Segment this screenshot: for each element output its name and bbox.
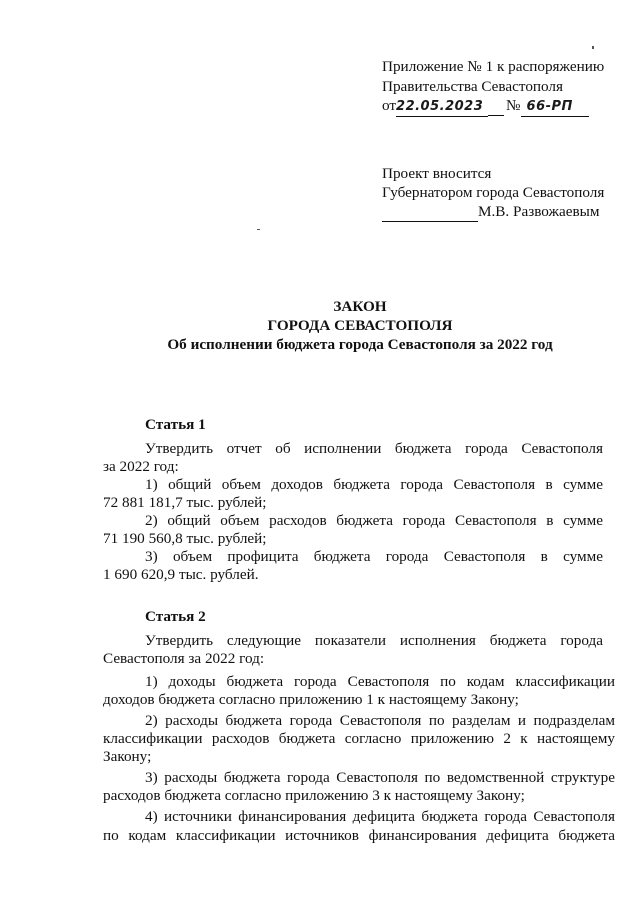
appendix-date-line (382, 97, 589, 117)
article-1-item-2-line-2: 71 190 560,8 тыс. рублей; (103, 530, 267, 547)
law-title-line-1: ЗАКОН (333, 298, 387, 315)
submitter-line-2: Губернатором города Севастополя (382, 184, 605, 201)
signature-name: М.В. Развожаевым (478, 203, 600, 220)
article-1-item-3-line-2: 1 690 620,9 тыс. рублей. (103, 566, 259, 583)
appendix-line-2: Правительства Севастополя (382, 78, 563, 95)
date-number-gap (488, 97, 504, 116)
article-2-item-1-line-2: доходов бюджета согласно приложению 1 к настоящему Закону; (103, 691, 519, 708)
article-1-item-1-line-1: 1) общий объем доходов бюджета города Севастополя в сумме (145, 476, 603, 493)
appendix-number: 66-РП (521, 98, 589, 117)
article-1-item-1-line-2: 72 881 181,7 тыс. рублей; (103, 494, 267, 511)
appendix-line-1: Приложение № 1 к распоряжению (382, 58, 605, 75)
appendix-date: 22.05.2023 (396, 98, 488, 117)
article-2-item-4-line-1: 4) источники финансирования дефицита бюджета города Севастополя (145, 808, 615, 825)
article-2-heading: Статья 2 (145, 608, 206, 625)
article-2-item-2-line-3: Закону; (103, 748, 152, 765)
from-label: от (382, 97, 397, 114)
article-2-intro-line-2: Севастополя за 2022 год: (103, 650, 265, 667)
article-2-item-3-line-1: 3) расходы бюджета города Севастополя по ведомственной структуре (145, 769, 615, 786)
article-1-item-2-line-1: 2) общий объем расходов бюджета города Севастополя в сумме (145, 512, 603, 529)
scan-speck (592, 46, 594, 49)
signature-blank (382, 203, 478, 222)
article-2-item-2-line-2: классификации расходов бюджета согласно приложению 2 к настоящему (103, 730, 615, 747)
article-1-heading: Статья 1 (145, 416, 206, 433)
article-2-intro-line-1: Утвердить следующие показатели исполнения бюджета города (145, 632, 603, 649)
law-title-line-3: Об исполнении бюджета города Севастополя за 2022 год (167, 336, 553, 353)
article-2-item-2-line-1: 2) расходы бюджета города Севастополя по разделам и подразделам (145, 712, 615, 729)
scan-speck (257, 229, 260, 230)
submitter-line-1: Проект вносится (382, 165, 492, 182)
article-2-item-1-line-1: 1) доходы бюджета города Севастополя по кодам классификации (145, 673, 615, 690)
article-2-item-4-line-2: по кодам классификации источников финансирования дефицита бюджета (103, 827, 615, 844)
article-2-item-3-line-2: расходов бюджета согласно приложению 3 к настоящему Закону; (103, 787, 525, 804)
submitter-signature-line (382, 203, 599, 225)
article-1-item-3-line-1: 3) объем профицита бюджета города Севастополя в сумме (145, 548, 603, 565)
article-1-intro-line-2: за 2022 год: (103, 458, 179, 475)
number-label: № (506, 97, 521, 114)
article-1-intro-line-1: Утвердить отчет об исполнении бюджета города Севастополя (145, 440, 603, 457)
law-title-line-2: ГОРОДА СЕВАСТОПОЛЯ (267, 317, 453, 334)
